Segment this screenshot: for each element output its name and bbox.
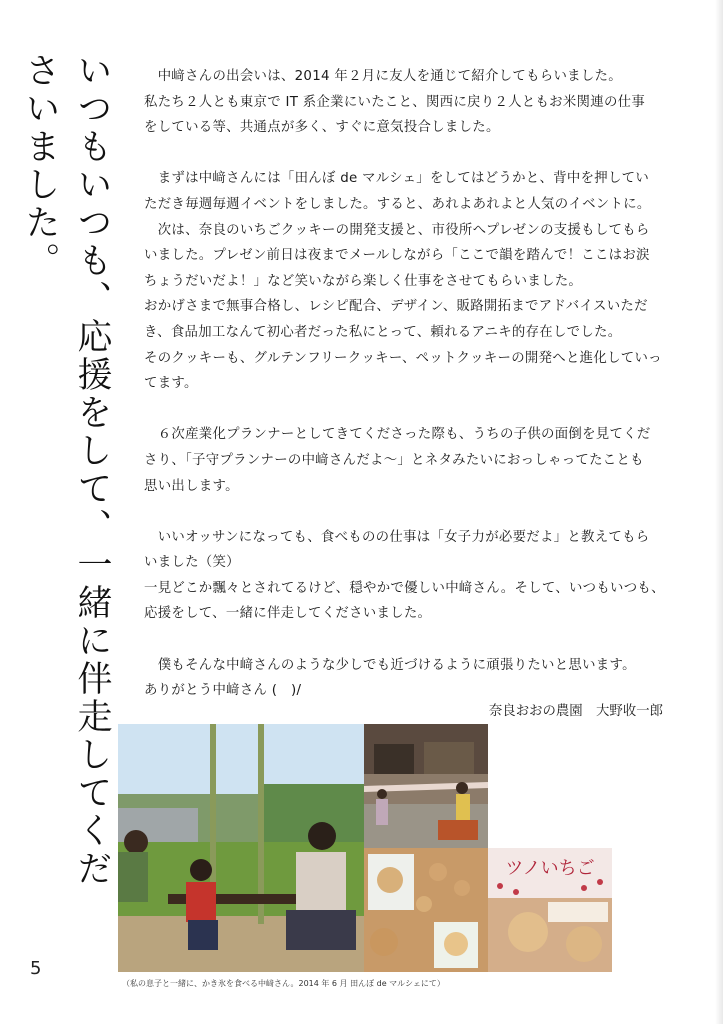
paragraph: まずは中﨑さんには「田んぼ de マルシェ」をしてはどうかと、背中を押してい ただき毎週毎週イベントをしました。すると、あれよあれよと人気のイベントに。 次は、奈良のいちごクッキーの開発支援と、市役所へプレゼンの支援もしてもら いました。プレゼン前日は夜までメールしながら「ここで韻を踏んで！ここはお涙 ちょうだいだよ！」など笑いながら楽しく仕事をさせてもらいました。 おかげさまで無事合格し、レシピ配合、デザイン、販路開拓までアドバイスいただ き、食品加工なんて初心者だった私にとって、頼れるアニキ的存在しでした。 そのクッキーも、グルテンフリークッキー、ペットクッキーの開発へと進化していっ てます。 (144, 171, 662, 392)
photo-marche-event-image (364, 724, 488, 848)
paragraph: いいオッサンになっても、食べものの仕事は「女子力が必要だよ」と教えてもら いました（笑） 一見どこか飄々とされてるけど、穏やかで優しい中﨑さん。そして、いつもいつも、 応援をして、一緒に伴走してくださいました。 (144, 529, 665, 622)
photo-marche-event (364, 724, 488, 848)
page-number: 5 (30, 958, 42, 979)
package-label: ツノいちご (505, 858, 595, 879)
photo-strawberry-cookies (364, 848, 488, 972)
page-title: いつもいつも、応援をして、一緒に伴走してくださいました。 (20, 52, 112, 888)
photo-strawberry-cookies-image (364, 848, 488, 972)
photo-packaged-cookies (488, 848, 612, 972)
paragraph: 中﨑さんの出会いは、2014 年２月に友人を通じて紹介してもらいました。 私たち２人とも東京で IT 系企業にいたこと、関西に戻り２人ともお米関連の仕事 をしている等、共通点が多く、すぐに意気投合しました。 (144, 69, 646, 136)
photo-caption: （私の息子と一緒に、かき氷を食べる中﨑さん。2014 年 6 月 田んぼ de マルシェにて） (122, 979, 445, 988)
paragraph: 僕もそんな中﨑さんのような少しでも近づけるように頑張りたいと思います。 ありがとう中﨑さん ( )/ (144, 657, 636, 699)
article-body (144, 64, 672, 704)
page-edge (715, 0, 723, 1024)
signature: 奈良おおの農園 大野收一郎 (488, 704, 663, 719)
photo-collage (118, 724, 612, 974)
paragraph: ６次産業化プランナーとしてきてくださった際も、うちの子供の面倒を見てくだ さり、「子守プランナーの中﨑さんだよ～」とネタみたいにおっしゃってたことも 思い出します。 (144, 427, 651, 494)
photo-family-rice-field-image (118, 724, 364, 972)
photo-family-rice-field (118, 724, 364, 972)
photo-packaged-cookies-image (488, 848, 612, 972)
